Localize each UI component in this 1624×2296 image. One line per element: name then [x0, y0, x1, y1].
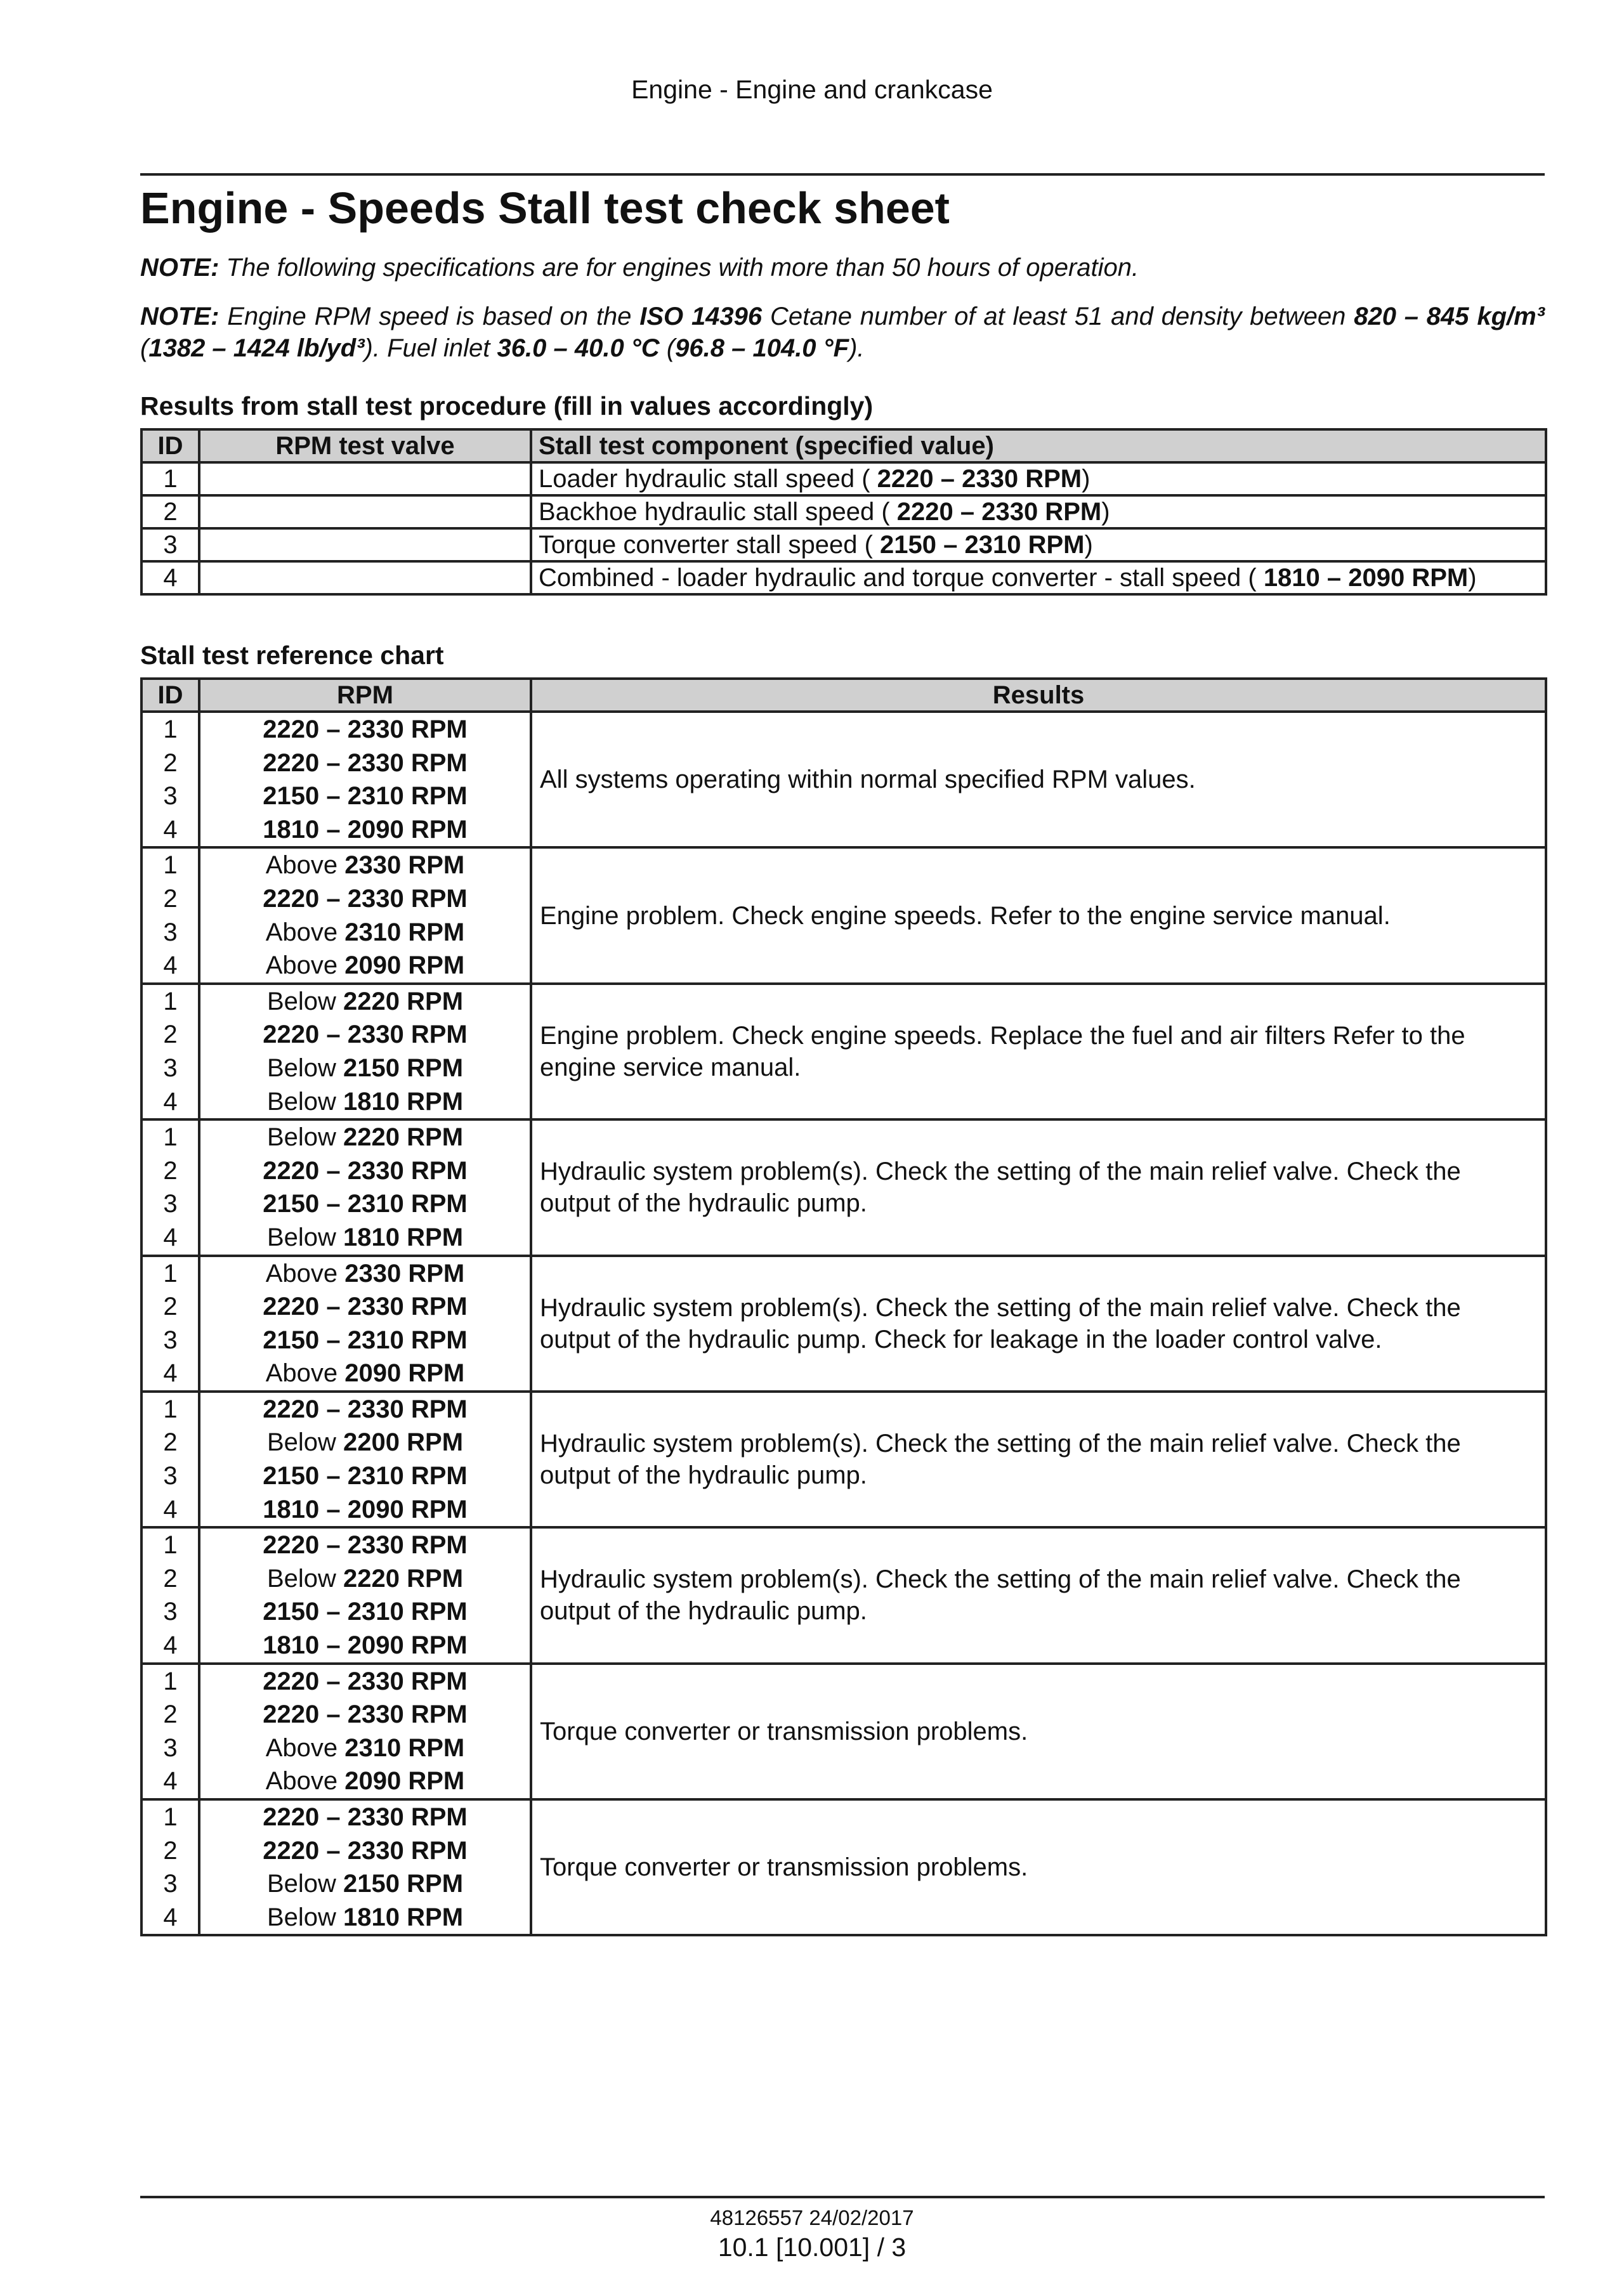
reference-id: 1 [163, 1123, 178, 1152]
rpm-value: 2090 RPM [344, 1767, 465, 1796]
reference-id: 4 [163, 1631, 178, 1660]
note-text: The following specifications are for engines with more than 50 hours of operation. [219, 254, 1139, 282]
reference-rpm-line [200, 1665, 530, 1699]
reference-id: 3 [163, 1190, 178, 1218]
component-suffix: ) [1084, 531, 1093, 559]
rpm-value: 1810 RPM [343, 1903, 464, 1931]
reference-cell-result: Torque converter or transmission problems. [531, 1664, 1546, 1799]
component-spec: 1810 – 2090 RPM [1263, 564, 1469, 592]
note-emphasis: 820 – 845 kg/m³ [1354, 303, 1545, 330]
reference-id: 2 [163, 748, 178, 777]
reference-id: 1 [163, 1395, 178, 1423]
results-header-id: ID [141, 429, 199, 462]
rpm-qualifier: Above [265, 851, 345, 880]
reference-body [141, 712, 1546, 1935]
note-emphasis: ISO 14396 [639, 303, 763, 330]
rpm-value: 2150 – 2310 RPM [263, 1598, 468, 1626]
reference-rpm-line [200, 882, 530, 916]
reference-cell-ids [141, 984, 199, 1119]
reference-rpm-line [200, 1901, 530, 1934]
rpm-value: 2220 – 2330 RPM [263, 1531, 468, 1560]
reference-rpm-line [200, 985, 530, 1019]
rpm-value: 2220 RPM [343, 1123, 464, 1152]
note-emphasis: 36.0 – 40.0 °C [497, 334, 660, 362]
reference-rpm-line [200, 1154, 530, 1188]
reference-cell-ids [141, 847, 199, 983]
results-cell-rpm-input [199, 561, 531, 594]
rpm-value: 2220 – 2330 RPM [263, 884, 468, 913]
rpm-value: 2150 – 2310 RPM [263, 1462, 468, 1490]
header-divider [140, 173, 1545, 176]
reference-id: 4 [163, 1087, 178, 1116]
note-text: ). Fuel inlet [364, 334, 497, 362]
rpm-value: 2220 – 2330 RPM [263, 748, 468, 777]
reference-rpm-line [200, 1595, 530, 1629]
reference-cell-rpm [199, 1799, 531, 1935]
results-cell-id: 1 [141, 462, 199, 495]
reference-rpm-line [200, 916, 530, 949]
rpm-qualifier: Above [265, 1767, 345, 1796]
note-text: Cetane number of at least 51 and density between [762, 303, 1354, 330]
rpm-value: 1810 RPM [343, 1087, 464, 1116]
rpm-value: 2150 RPM [343, 1053, 464, 1082]
rpm-value: 2220 RPM [343, 987, 464, 1015]
rpm-value: 2310 RPM [344, 1733, 465, 1762]
rpm-value: 2150 – 2310 RPM [263, 782, 468, 811]
results-cell-component [531, 495, 1546, 528]
reference-cell-result: Engine problem. Check engine speeds. Refer to the engine service manual. [531, 847, 1546, 983]
note-emphasis: 1382 – 1424 lb/yd³ [148, 334, 365, 362]
reference-rpm-line [200, 1629, 530, 1662]
reference-rpm-line [200, 1221, 530, 1255]
rpm-value: 2330 RPM [344, 1259, 465, 1288]
reference-group-row [141, 1664, 1546, 1799]
rpm-value: 2090 RPM [344, 951, 465, 980]
reference-cell-rpm [199, 1527, 531, 1663]
reference-rpm-line [200, 1426, 530, 1459]
rpm-qualifier: Below [266, 1870, 344, 1898]
reference-rpm-line [200, 1764, 530, 1798]
results-cell-component [531, 462, 1546, 495]
reference-cell-rpm [199, 1392, 531, 1527]
reference-rpm-line [200, 1357, 530, 1390]
rpm-qualifier: Below [266, 1123, 344, 1152]
reference-group-row [141, 847, 1546, 983]
reference-group-row [141, 1256, 1546, 1392]
reference-id: 4 [163, 1495, 178, 1523]
results-header-row [141, 429, 1546, 462]
rpm-value: 1810 RPM [343, 1223, 464, 1251]
rpm-value: 2220 – 2330 RPM [263, 1836, 468, 1865]
rpm-value: 2090 RPM [344, 1359, 465, 1388]
reference-cell-ids [141, 1799, 199, 1935]
rpm-value: 2220 – 2330 RPM [263, 1803, 468, 1831]
rpm-qualifier: Below [266, 1564, 344, 1593]
reference-header-id: ID [141, 679, 199, 712]
running-header: Engine - Engine and crankcase [631, 75, 993, 104]
note-text: ( [659, 334, 676, 362]
reference-rpm-line [200, 747, 530, 780]
reference-table [140, 677, 1547, 1936]
reference-rpm-line [200, 1801, 530, 1834]
reference-cell-rpm [199, 1119, 531, 1255]
results-cell-id: 2 [141, 495, 199, 528]
page-title: Engine - Speeds Stall test check sheet [140, 183, 950, 233]
results-section-heading: Results from stall test procedure (fill in values accordingly) [140, 391, 874, 421]
reference-id: 3 [163, 1598, 178, 1626]
reference-cell-result: Hydraulic system problem(s). Check the setting of the main relief valve. Check the output of the hydraulic pump. [531, 1392, 1546, 1527]
reference-group-row [141, 1392, 1546, 1527]
reference-id: 2 [163, 1293, 178, 1321]
reference-cell-rpm [199, 712, 531, 847]
results-cell-rpm-input [199, 528, 531, 561]
reference-cell-result: Hydraulic system problem(s). Check the setting of the main relief valve. Check the output of the hydraulic pump. [531, 1119, 1546, 1255]
reference-cell-ids [141, 1664, 199, 1799]
reference-rpm-line [200, 1867, 530, 1901]
reference-id: 2 [163, 1156, 178, 1185]
rpm-qualifier: Above [265, 918, 345, 946]
rpm-qualifier: Above [265, 1733, 345, 1762]
reference-header-results: Results [531, 679, 1546, 712]
rpm-value: 1810 – 2090 RPM [263, 815, 468, 844]
note-text: ). [849, 334, 865, 362]
reference-cell-ids [141, 1527, 199, 1663]
rpm-value: 2220 – 2330 RPM [263, 715, 468, 743]
reference-cell-result: Engine problem. Check engine speeds. Replace the fuel and air filters Refer to the engine service manual. [531, 984, 1546, 1119]
rpm-value: 2220 – 2330 RPM [263, 1700, 468, 1729]
note-2 [140, 301, 1545, 364]
reference-rpm-line [200, 1732, 530, 1765]
results-body [141, 462, 1546, 594]
reference-id: 2 [163, 1021, 178, 1049]
reference-rpm-line [200, 713, 530, 747]
reference-id: 2 [163, 1428, 178, 1457]
rpm-qualifier: Below [266, 1223, 344, 1251]
results-cell-id: 3 [141, 528, 199, 561]
note-label: NOTE: [140, 303, 219, 330]
note-emphasis: 96.8 – 104.0 °F [675, 334, 849, 362]
reference-id: 4 [163, 1903, 178, 1931]
results-cell-component [531, 528, 1546, 561]
reference-id: 3 [163, 1053, 178, 1082]
reference-id: 1 [163, 987, 178, 1015]
results-cell-id: 4 [141, 561, 199, 594]
reference-group-row [141, 1119, 1546, 1255]
reference-rpm-line [200, 1529, 530, 1562]
results-table [140, 428, 1547, 596]
reference-id: 3 [163, 918, 178, 946]
reference-cell-rpm [199, 1664, 531, 1799]
reference-id: 3 [163, 1462, 178, 1490]
component-spec: 2220 – 2330 RPM [896, 498, 1102, 526]
reference-id: 1 [163, 1803, 178, 1831]
reference-rpm-line [200, 1493, 530, 1527]
component-suffix: ) [1082, 465, 1090, 493]
reference-rpm-line [200, 1834, 530, 1868]
component-name: Backhoe hydraulic stall speed ( [539, 498, 897, 526]
reference-id: 3 [163, 1870, 178, 1898]
reference-header-rpm: RPM [199, 679, 531, 712]
reference-cell-rpm [199, 984, 531, 1119]
footer-document-reference: 48126557 24/02/2017 [710, 2206, 914, 2229]
rpm-value: 2150 RPM [343, 1870, 464, 1898]
reference-group-row [141, 1527, 1546, 1663]
results-cell-rpm-input [199, 462, 531, 495]
rpm-value: 2220 – 2330 RPM [263, 1021, 468, 1049]
note-text: ( [140, 334, 149, 362]
results-header-component: Stall test component (specified value) [531, 429, 1546, 462]
component-name: Torque converter stall speed ( [539, 531, 881, 559]
reference-id: 2 [163, 1836, 178, 1865]
rpm-qualifier: Below [266, 1087, 344, 1116]
reference-rpm-line [200, 1018, 530, 1052]
reference-rpm-line [200, 1187, 530, 1221]
rpm-value: 2220 – 2330 RPM [263, 1293, 468, 1321]
reference-rpm-line [200, 1121, 530, 1154]
rpm-value: 2200 RPM [343, 1428, 464, 1457]
reference-cell-ids [141, 1256, 199, 1392]
reference-rpm-line [200, 1324, 530, 1357]
reference-group-row [141, 712, 1546, 847]
reference-id: 2 [163, 1700, 178, 1729]
reference-cell-ids [141, 1119, 199, 1255]
reference-cell-result: All systems operating within normal specified RPM values. [531, 712, 1546, 847]
reference-id: 2 [163, 1564, 178, 1593]
footer-page-reference: 10.1 [10.001] / 3 [717, 2233, 907, 2262]
reference-id: 1 [163, 1259, 178, 1288]
reference-rpm-line [200, 1562, 530, 1596]
rpm-qualifier: Below [266, 1053, 344, 1082]
note-1 [140, 252, 1545, 284]
rpm-value: 2150 – 2310 RPM [263, 1326, 468, 1354]
reference-id: 2 [163, 884, 178, 913]
note-label: NOTE: [140, 254, 219, 282]
reference-id: 4 [163, 1359, 178, 1388]
reference-id: 1 [163, 851, 178, 880]
rpm-value: 2310 RPM [344, 918, 465, 946]
results-cell-component [531, 561, 1546, 594]
reference-rpm-line [200, 779, 530, 813]
reference-id: 4 [163, 951, 178, 980]
reference-id: 3 [163, 1326, 178, 1354]
reference-rpm-line [200, 1052, 530, 1085]
reference-cell-result: Hydraulic system problem(s). Check the setting of the main relief valve. Check the output of the hydraulic pump. Check for leakage in the loader control valve. [531, 1256, 1546, 1392]
reference-rpm-line [200, 813, 530, 847]
rpm-qualifier: Below [266, 1903, 344, 1931]
reference-id: 1 [163, 1531, 178, 1560]
rpm-qualifier: Above [265, 1359, 345, 1388]
results-header-rpm: RPM test valve [199, 429, 531, 462]
component-spec: 2220 – 2330 RPM [877, 465, 1082, 493]
component-suffix: ) [1101, 498, 1110, 526]
component-spec: 2150 – 2310 RPM [880, 531, 1085, 559]
note-text: Engine RPM speed is based on the [219, 303, 640, 330]
results-cell-rpm-input [199, 495, 531, 528]
reference-id: 4 [163, 1767, 178, 1796]
rpm-qualifier: Below [266, 1428, 344, 1457]
reference-rpm-line [200, 849, 530, 882]
reference-header-row [141, 679, 1546, 712]
reference-id: 4 [163, 1223, 178, 1251]
reference-cell-result: Hydraulic system problem(s). Check the setting of the main relief valve. Check the output of the hydraulic pump. [531, 1527, 1546, 1663]
reference-id: 1 [163, 715, 178, 743]
rpm-value: 2220 – 2330 RPM [263, 1667, 468, 1695]
rpm-value: 2220 RPM [343, 1564, 464, 1593]
reference-rpm-line [200, 1459, 530, 1493]
footer-divider [140, 2196, 1545, 2198]
reference-group-row [141, 984, 1546, 1119]
reference-id: 1 [163, 1667, 178, 1695]
results-row [141, 561, 1546, 594]
results-row [141, 528, 1546, 561]
reference-rpm-line [200, 1698, 530, 1732]
component-name: Loader hydraulic stall speed ( [539, 465, 877, 493]
reference-id: 3 [163, 1733, 178, 1762]
reference-cell-ids [141, 1392, 199, 1527]
rpm-value: 2330 RPM [344, 851, 465, 880]
reference-rpm-line [200, 1085, 530, 1119]
rpm-qualifier: Above [265, 951, 345, 980]
rpm-value: 2150 – 2310 RPM [263, 1190, 468, 1218]
reference-id: 4 [163, 815, 178, 844]
reference-section-heading: Stall test reference chart [140, 641, 444, 670]
reference-rpm-line [200, 1257, 530, 1291]
results-row [141, 462, 1546, 495]
reference-cell-ids [141, 712, 199, 847]
results-row [141, 495, 1546, 528]
rpm-qualifier: Above [265, 1259, 345, 1288]
rpm-value: 2220 – 2330 RPM [263, 1395, 468, 1423]
reference-id: 3 [163, 782, 178, 811]
reference-group-row [141, 1799, 1546, 1935]
reference-rpm-line [200, 1290, 530, 1324]
component-name: Combined - loader hydraulic and torque converter - stall speed ( [539, 564, 1264, 592]
rpm-qualifier: Below [266, 987, 344, 1015]
reference-cell-rpm [199, 847, 531, 983]
rpm-value: 1810 – 2090 RPM [263, 1631, 468, 1660]
reference-cell-result: Torque converter or transmission problems. [531, 1799, 1546, 1935]
rpm-value: 1810 – 2090 RPM [263, 1495, 468, 1523]
rpm-value: 2220 – 2330 RPM [263, 1156, 468, 1185]
reference-rpm-line [200, 949, 530, 982]
reference-rpm-line [200, 1393, 530, 1426]
reference-cell-rpm [199, 1256, 531, 1392]
component-suffix: ) [1468, 564, 1477, 592]
